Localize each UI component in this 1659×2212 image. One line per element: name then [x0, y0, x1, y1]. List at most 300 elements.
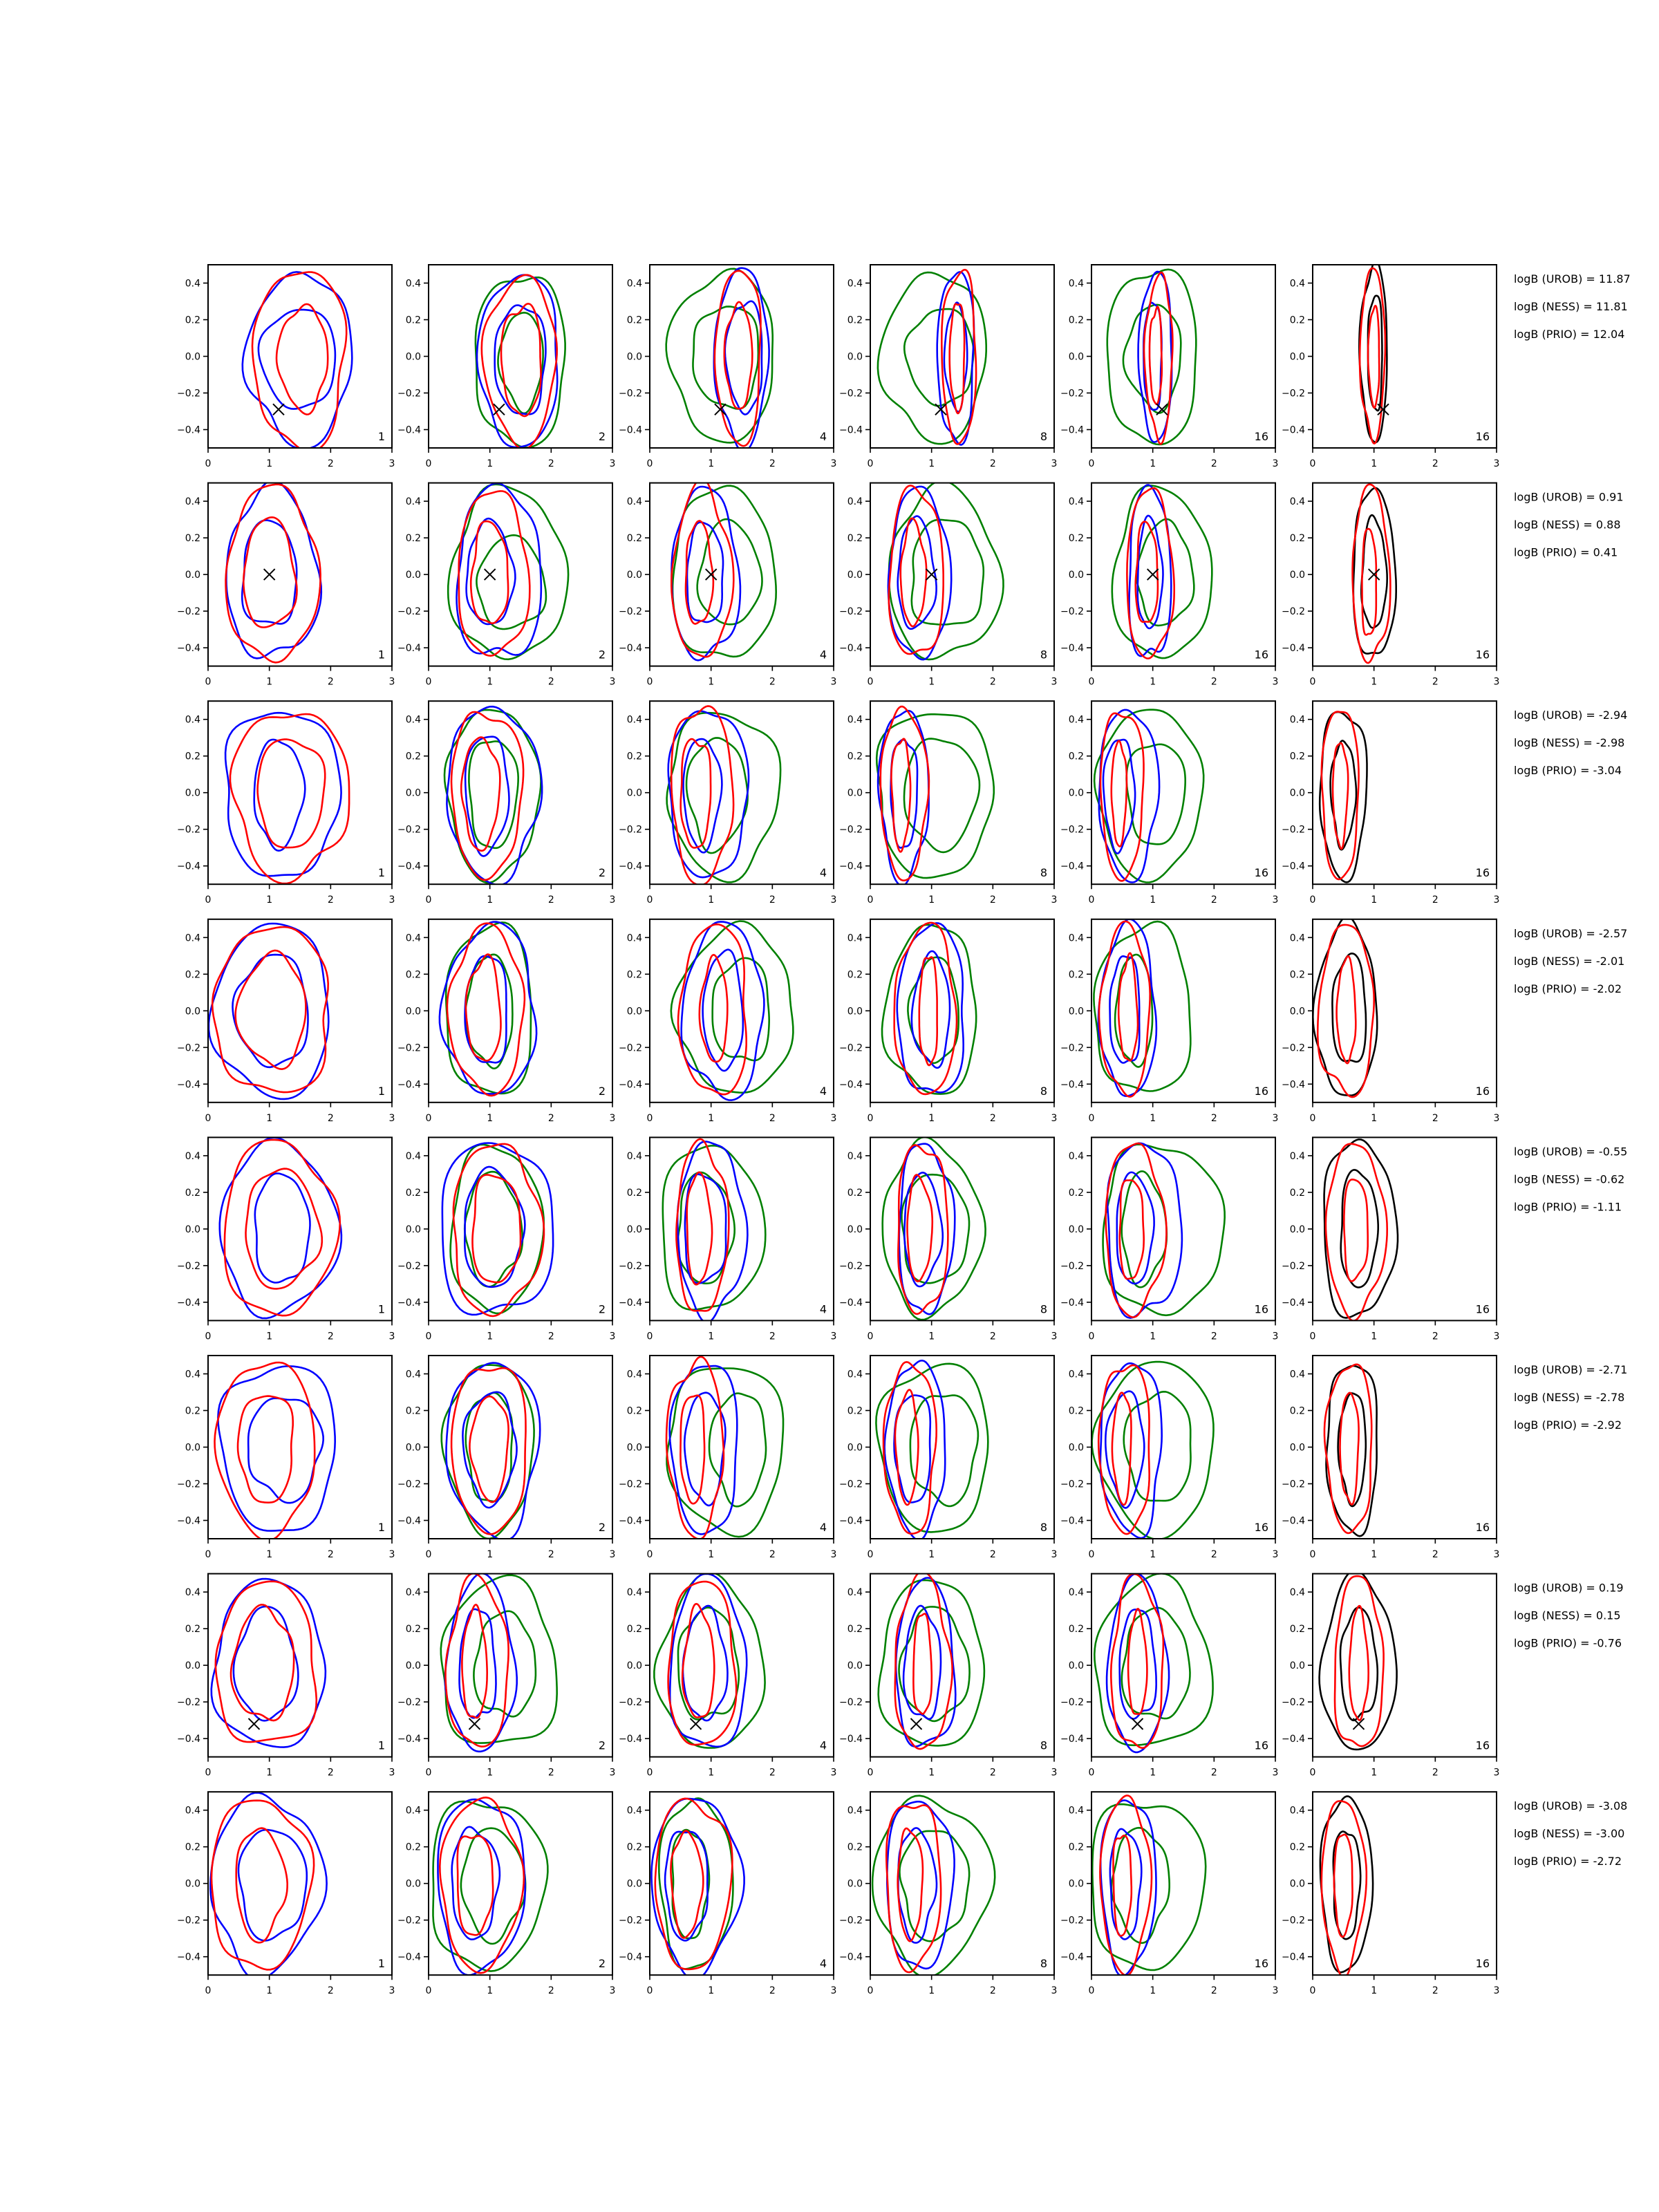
y-tick-label: −0.2	[1060, 1915, 1084, 1927]
contour-green	[469, 741, 518, 847]
contour-blue	[1120, 1609, 1156, 1718]
x-tick-label: 0	[425, 1331, 432, 1342]
y-tick-label: 0.4	[405, 714, 421, 726]
x-tick-label: 2	[1210, 1112, 1217, 1124]
y-tick-label: 0.2	[1068, 1841, 1084, 1853]
y-tick-label: −0.4	[1282, 1515, 1305, 1527]
x-tick-label: 0	[1088, 676, 1095, 688]
y-tick-label: 0.2	[1068, 1405, 1084, 1417]
x-tick-label: 1	[708, 1985, 715, 1997]
contour-red	[461, 738, 500, 851]
panel-r7-c4	[839, 1572, 1057, 1779]
x-tick-label: 2	[769, 1549, 776, 1560]
y-tick-label: 0.0	[185, 1442, 200, 1454]
x-tick-label: 0	[425, 676, 432, 688]
x-tick-label: 2	[1432, 1112, 1438, 1124]
y-tick-label: 0.4	[185, 714, 200, 726]
y-tick-label: 0.0	[405, 1878, 421, 1890]
contour-group	[667, 706, 781, 885]
contour-green	[476, 535, 546, 629]
y-tick-label: −0.2	[839, 824, 863, 836]
x-tick-label: 2	[1210, 676, 1217, 688]
y-tick-label: −0.4	[1060, 1951, 1084, 1963]
logb-label: logB (PRIO) = -2.72	[1514, 1855, 1622, 1868]
y-tick-label: −0.2	[397, 388, 421, 400]
axes-frame	[1091, 483, 1275, 666]
x-tick-label: 0	[1309, 458, 1316, 469]
contour-group	[663, 1139, 766, 1323]
contour-red	[1349, 1606, 1369, 1720]
x-tick-label: 0	[867, 1767, 874, 1779]
logb-label: logB (PRIO) = -2.02	[1514, 982, 1622, 995]
y-tick-label: 0.4	[626, 714, 642, 726]
panel-label: 2	[598, 648, 606, 662]
y-tick-label: 0.4	[1289, 714, 1305, 726]
panel-r1-c2	[397, 265, 615, 469]
panel-label: 8	[1040, 1084, 1047, 1098]
panel-r6-c2	[397, 1356, 615, 1560]
y-tick-label: −0.4	[619, 861, 642, 872]
y-tick-label: 0.0	[1289, 351, 1305, 363]
contour-red	[1322, 712, 1359, 879]
logb-label: logB (UROB) = -2.94	[1514, 709, 1628, 722]
truth-marker	[469, 1718, 480, 1730]
y-tick-label: 0.4	[626, 1369, 642, 1380]
y-tick-label: −0.2	[1060, 388, 1084, 400]
x-tick-label: 1	[708, 894, 715, 906]
contour-blue	[212, 1579, 326, 1747]
x-tick-label: 0	[1309, 1985, 1316, 1997]
contour-red	[715, 271, 761, 446]
y-tick-label: 0.0	[1068, 570, 1084, 581]
truth-marker	[264, 569, 275, 580]
x-tick-label: 3	[609, 1549, 616, 1560]
contour-red	[451, 1368, 525, 1534]
y-tick-label: 0.0	[1068, 1878, 1084, 1890]
contour-blue	[725, 301, 762, 415]
x-tick-label: 3	[1493, 458, 1500, 469]
y-tick-label: −0.2	[1282, 1479, 1305, 1490]
y-tick-label: 0.4	[1068, 1587, 1084, 1599]
logb-label: logB (PRIO) = -1.11	[1514, 1200, 1622, 1214]
panel-label: 8	[1040, 1957, 1047, 1971]
y-tick-label: 0.0	[405, 570, 421, 581]
axes-frame	[870, 1137, 1054, 1320]
x-tick-label: 2	[1432, 1331, 1438, 1342]
contour-group	[1313, 917, 1377, 1097]
x-tick-label: 1	[1371, 1985, 1378, 1997]
x-tick-label: 0	[205, 1985, 212, 1997]
x-tick-label: 3	[1493, 1985, 1500, 1997]
y-tick-label: 0.2	[626, 1187, 642, 1199]
y-tick-label: 0.0	[405, 787, 421, 799]
panel-r2-c5	[1060, 483, 1278, 688]
axes-frame	[208, 265, 392, 448]
contour-green	[446, 922, 531, 1094]
y-tick-label: −0.4	[619, 1515, 642, 1527]
x-tick-label: 3	[609, 458, 616, 469]
logb-label: logB (UROB) = 11.87	[1514, 272, 1631, 285]
panel-label: 2	[598, 1738, 606, 1752]
panel-label: 1	[377, 1302, 385, 1316]
panel-label: 16	[1254, 1521, 1268, 1534]
row-6	[177, 1356, 1627, 1560]
x-tick-label: 3	[1493, 1112, 1500, 1124]
panel-label: 1	[377, 1957, 385, 1971]
y-tick-label: 0.4	[1068, 932, 1084, 944]
y-tick-label: −0.4	[177, 861, 200, 872]
y-tick-label: −0.2	[619, 1479, 642, 1490]
y-tick-label: 0.0	[405, 351, 421, 363]
x-tick-label: 0	[1088, 1549, 1095, 1560]
y-tick-label: −0.2	[397, 1697, 421, 1709]
y-tick-label: 0.0	[1289, 1660, 1305, 1672]
y-tick-label: 0.0	[626, 1878, 642, 1890]
panel-label: 16	[1254, 866, 1268, 880]
x-tick-label: 0	[205, 894, 212, 906]
panel-label: 2	[598, 1521, 606, 1534]
x-tick-label: 3	[609, 894, 616, 906]
x-tick-label: 3	[1493, 1331, 1500, 1342]
y-tick-label: 0.4	[185, 1369, 200, 1380]
y-tick-label: −0.2	[177, 1697, 200, 1709]
y-tick-label: 0.0	[626, 351, 642, 363]
x-tick-label: 3	[1051, 1549, 1058, 1560]
x-tick-label: 3	[1272, 894, 1279, 906]
x-tick-label: 2	[327, 1985, 334, 1997]
y-tick-label: 0.2	[1068, 751, 1084, 762]
contour-blue	[687, 523, 723, 622]
y-tick-label: 0.4	[1068, 278, 1084, 290]
logb-label: logB (UROB) = -0.55	[1514, 1145, 1628, 1159]
y-tick-label: −0.4	[1060, 1297, 1084, 1309]
panel-label: 16	[1475, 1302, 1490, 1316]
contour-group	[872, 1796, 995, 1978]
y-tick-label: −0.4	[177, 1079, 200, 1091]
x-tick-label: 2	[989, 458, 996, 469]
y-tick-label: −0.4	[839, 1951, 863, 1963]
x-tick-label: 3	[609, 1985, 616, 1997]
contour-red	[682, 1604, 714, 1717]
contour-group	[476, 275, 565, 449]
y-tick-label: 0.0	[185, 1006, 200, 1018]
y-tick-label: −0.2	[397, 606, 421, 618]
contour-group	[215, 1362, 335, 1541]
contour-red	[1344, 1179, 1367, 1281]
logb-label: logB (PRIO) = -0.76	[1514, 1636, 1622, 1650]
y-tick-label: 0.0	[1068, 1660, 1084, 1672]
panel-label: 4	[819, 1738, 827, 1752]
logb-label: logB (PRIO) = -3.04	[1514, 764, 1622, 778]
y-tick-label: 0.2	[405, 969, 421, 981]
y-tick-label: 0.2	[1068, 1624, 1084, 1635]
y-tick-label: 0.4	[185, 932, 200, 944]
y-tick-label: −0.4	[619, 1951, 642, 1963]
x-tick-label: 2	[1432, 1767, 1438, 1779]
x-tick-label: 2	[327, 1112, 334, 1124]
y-tick-label: −0.2	[1282, 1915, 1305, 1927]
y-tick-label: −0.4	[397, 1297, 421, 1309]
y-tick-label: 0.2	[405, 533, 421, 545]
contour-red	[1100, 713, 1144, 881]
panel-r8-c6	[1282, 1792, 1499, 1996]
y-tick-label: −0.2	[1282, 606, 1305, 618]
y-tick-label: 0.0	[847, 787, 863, 799]
contour-group	[1107, 270, 1197, 444]
panel-label: 16	[1254, 430, 1268, 443]
y-tick-label: −0.2	[177, 1915, 200, 1927]
y-tick-label: −0.4	[1282, 861, 1305, 872]
contour-group	[209, 924, 328, 1099]
x-tick-label: 3	[1272, 676, 1279, 688]
panel-label: 2	[598, 866, 606, 880]
x-tick-label: 1	[487, 1767, 494, 1779]
y-tick-label: 0.4	[626, 932, 642, 944]
y-tick-label: −0.2	[1282, 1042, 1305, 1054]
x-tick-label: 0	[867, 1112, 874, 1124]
y-tick-label: −0.2	[177, 388, 200, 400]
contour-group	[666, 268, 773, 452]
x-tick-label: 3	[1272, 1112, 1279, 1124]
x-tick-label: 3	[1051, 894, 1058, 906]
y-tick-label: −0.2	[177, 606, 200, 618]
x-tick-label: 1	[266, 1549, 273, 1560]
panel-label: 1	[377, 1521, 385, 1534]
axes-frame	[208, 1356, 392, 1539]
y-tick-label: 0.2	[185, 1624, 200, 1635]
panel-label: 1	[377, 866, 385, 880]
y-tick-label: −0.2	[619, 1042, 642, 1054]
x-tick-label: 2	[989, 1331, 996, 1342]
panel-label: 4	[819, 1084, 827, 1098]
y-tick-label: −0.2	[619, 1915, 642, 1927]
y-tick-label: −0.4	[839, 643, 863, 655]
x-tick-label: 1	[928, 458, 935, 469]
y-tick-label: 0.2	[1289, 1841, 1305, 1853]
y-tick-label: 0.2	[405, 1624, 421, 1635]
y-tick-label: 0.2	[847, 751, 863, 762]
x-tick-label: 2	[1432, 458, 1438, 469]
row-8	[177, 1792, 1627, 1996]
x-tick-label: 0	[646, 458, 653, 469]
logb-label: logB (UROB) = 0.19	[1514, 1581, 1624, 1595]
y-tick-label: 0.0	[1289, 1442, 1305, 1454]
y-tick-label: −0.2	[177, 824, 200, 836]
panel-r1-c3	[619, 265, 836, 469]
x-tick-label: 1	[1150, 1767, 1156, 1779]
axes-frame	[1091, 701, 1275, 884]
contour-red	[276, 304, 328, 415]
contour-blue	[1103, 740, 1135, 854]
x-tick-label: 0	[1088, 458, 1095, 469]
x-tick-label: 2	[1210, 1767, 1217, 1779]
x-tick-label: 2	[547, 1112, 554, 1124]
logb-label: logB (NESS) = -2.01	[1514, 954, 1625, 968]
contour-blue	[209, 924, 328, 1099]
y-tick-label: 0.2	[847, 1187, 863, 1199]
y-tick-label: 0.4	[185, 278, 200, 290]
y-tick-label: −0.4	[397, 1951, 421, 1963]
panel-label: 16	[1475, 1521, 1490, 1534]
y-tick-label: 0.2	[847, 1841, 863, 1853]
x-tick-label: 0	[425, 1985, 432, 1997]
contour-green	[1136, 519, 1194, 626]
y-tick-label: −0.2	[619, 388, 642, 400]
contour-red	[919, 957, 937, 1066]
x-tick-label: 3	[830, 1112, 837, 1124]
contour-red	[1333, 743, 1348, 849]
contour-red	[908, 1175, 932, 1282]
contour-red	[215, 1362, 315, 1541]
y-tick-label: −0.2	[839, 1042, 863, 1054]
axes-frame	[429, 265, 612, 448]
y-tick-label: −0.2	[1282, 388, 1305, 400]
y-tick-label: −0.4	[1060, 861, 1084, 872]
y-tick-label: 0.0	[1068, 1442, 1084, 1454]
y-tick-label: 0.0	[1289, 570, 1305, 581]
x-tick-label: 1	[266, 1331, 273, 1342]
y-tick-label: 0.4	[626, 1587, 642, 1599]
x-tick-label: 3	[1051, 1331, 1058, 1342]
y-tick-label: −0.2	[839, 1915, 863, 1927]
panel-label: 16	[1475, 866, 1490, 880]
x-tick-label: 0	[205, 458, 212, 469]
y-tick-label: 0.4	[1068, 1150, 1084, 1162]
x-tick-label: 1	[266, 894, 273, 906]
contour-group	[448, 483, 568, 659]
x-tick-label: 2	[327, 676, 334, 688]
panel-label: 1	[377, 430, 385, 443]
panel-label: 2	[598, 1084, 606, 1098]
y-tick-label: −0.4	[619, 1734, 642, 1745]
x-tick-label: 3	[1493, 1767, 1500, 1779]
y-tick-label: 0.2	[1289, 969, 1305, 981]
axes-frame	[650, 265, 834, 448]
x-tick-label: 1	[266, 1767, 273, 1779]
panel-label: 8	[1040, 1521, 1047, 1534]
x-tick-label: 3	[830, 458, 837, 469]
x-tick-label: 1	[1371, 894, 1378, 906]
panel-label: 16	[1475, 1738, 1490, 1752]
contour-red	[471, 521, 508, 624]
y-tick-label: 0.4	[847, 496, 863, 508]
contour-group	[654, 1573, 765, 1748]
y-tick-label: 0.0	[185, 1878, 200, 1890]
y-tick-label: 0.2	[405, 1405, 421, 1417]
x-tick-label: 2	[327, 1549, 334, 1560]
contour-group	[888, 481, 1004, 660]
y-tick-label: −0.4	[397, 1515, 421, 1527]
y-tick-label: 0.4	[405, 1369, 421, 1380]
logb-label: logB (NESS) = -0.62	[1514, 1172, 1625, 1186]
contour-blue	[254, 740, 306, 851]
y-tick-label: −0.4	[177, 424, 200, 436]
x-tick-label: 0	[1088, 1112, 1095, 1124]
y-tick-label: −0.2	[1060, 1697, 1084, 1709]
y-tick-label: −0.2	[1060, 1042, 1084, 1054]
x-tick-label: 1	[1150, 458, 1156, 469]
y-tick-label: 0.0	[847, 1224, 863, 1235]
y-tick-label: 0.4	[405, 932, 421, 944]
panel-label: 8	[1040, 1738, 1047, 1752]
contour-blue	[1100, 1800, 1156, 1976]
x-tick-label: 1	[708, 1112, 715, 1124]
y-tick-label: 0.2	[1289, 1624, 1305, 1635]
x-tick-label: 0	[1088, 1985, 1095, 1997]
y-tick-label: 0.4	[847, 714, 863, 726]
y-tick-label: −0.2	[839, 1479, 863, 1490]
x-tick-label: 2	[547, 894, 554, 906]
x-tick-label: 2	[989, 894, 996, 906]
x-tick-label: 2	[1432, 894, 1438, 906]
y-tick-label: 0.0	[847, 1878, 863, 1890]
y-tick-label: −0.4	[397, 424, 421, 436]
y-tick-label: 0.0	[626, 1660, 642, 1672]
x-tick-label: 0	[205, 1112, 212, 1124]
x-tick-label: 2	[547, 1985, 554, 1997]
x-tick-label: 0	[646, 1985, 653, 1997]
axes-frame	[870, 701, 1054, 884]
x-tick-label: 2	[769, 458, 776, 469]
contour-group	[442, 1363, 540, 1541]
y-tick-label: 0.4	[847, 1805, 863, 1817]
x-tick-label: 0	[1088, 894, 1095, 906]
panel-label: 16	[1254, 1738, 1268, 1752]
y-tick-label: 0.0	[185, 1660, 200, 1672]
y-tick-label: −0.4	[1282, 643, 1305, 655]
y-tick-label: −0.4	[839, 861, 863, 872]
panel-r3-c1	[177, 701, 395, 906]
x-tick-label: 3	[609, 1112, 616, 1124]
panel-r5-c4	[839, 1137, 1057, 1342]
contour-group	[1094, 1573, 1212, 1752]
x-tick-label: 1	[928, 894, 935, 906]
x-tick-label: 0	[646, 1549, 653, 1560]
y-tick-label: −0.2	[619, 824, 642, 836]
truth-marker	[273, 404, 284, 415]
x-tick-label: 1	[1150, 676, 1156, 688]
logb-label: logB (UROB) = -3.08	[1514, 1799, 1628, 1813]
contour-group	[220, 1138, 341, 1319]
x-tick-label: 0	[646, 676, 653, 688]
panel-r4-c5	[1060, 919, 1278, 1124]
y-tick-label: 0.4	[405, 496, 421, 508]
x-tick-label: 2	[547, 1549, 554, 1560]
y-tick-label: −0.4	[619, 1079, 642, 1091]
y-tick-label: 0.2	[847, 315, 863, 326]
y-tick-label: 0.2	[1289, 315, 1305, 326]
y-tick-label: 0.2	[847, 1405, 863, 1417]
x-tick-label: 1	[266, 458, 273, 469]
axes-frame	[1091, 1356, 1275, 1539]
logb-label: logB (UROB) = 0.91	[1514, 490, 1624, 504]
row-2	[177, 479, 1624, 688]
x-tick-label: 3	[609, 1331, 616, 1342]
logb-label: logB (UROB) = -2.71	[1514, 1363, 1628, 1376]
x-tick-label: 1	[487, 458, 494, 469]
y-tick-label: 0.0	[1289, 1006, 1305, 1018]
y-tick-label: −0.4	[1282, 1951, 1305, 1963]
y-tick-label: −0.4	[397, 861, 421, 872]
x-tick-label: 1	[928, 1331, 935, 1342]
panel-label: 8	[1040, 430, 1047, 443]
axes-frame	[650, 483, 834, 666]
panel-r6-c4	[839, 1356, 1057, 1560]
y-tick-label: 0.0	[185, 1224, 200, 1235]
x-tick-label: 1	[708, 458, 715, 469]
x-tick-label: 1	[1150, 1549, 1156, 1560]
x-tick-label: 2	[769, 1112, 776, 1124]
